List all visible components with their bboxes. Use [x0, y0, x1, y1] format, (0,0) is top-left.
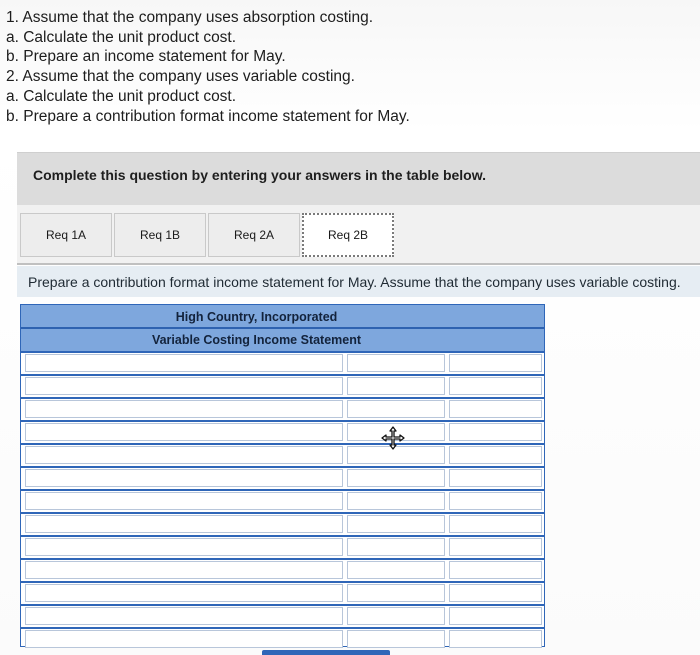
- statement-header: [21, 305, 544, 351]
- amount-input[interactable]: [347, 492, 445, 510]
- table-row: [21, 374, 544, 396]
- instructions: [6, 8, 696, 126]
- requirement-prompt: [17, 266, 700, 297]
- tab-req-1b[interactable]: [114, 213, 206, 257]
- instruction-line-2b: b. Prepare a contribution format income statement for May.: [6, 107, 410, 125]
- label-input[interactable]: [25, 423, 343, 441]
- table-row: [21, 627, 544, 649]
- total-input[interactable]: [449, 630, 542, 648]
- amount-input[interactable]: [347, 630, 445, 648]
- statement-title: Variable Costing Income Statement: [151, 333, 362, 347]
- label-input[interactable]: [25, 561, 343, 579]
- banner-text: Complete this question by entering your answers in the table below.: [33, 167, 486, 183]
- total-input[interactable]: [449, 377, 542, 395]
- label-input[interactable]: [25, 400, 343, 418]
- amount-input[interactable]: [347, 469, 445, 487]
- requirement-tabs: [17, 205, 700, 263]
- instruction-line-2a: a. Calculate the unit product cost.: [6, 87, 237, 105]
- table-row: [21, 443, 544, 465]
- total-input[interactable]: [449, 400, 542, 418]
- table-row: [21, 489, 544, 511]
- label-input[interactable]: [25, 515, 343, 533]
- total-input[interactable]: [449, 607, 542, 625]
- table-row: [21, 351, 544, 373]
- total-input[interactable]: [449, 354, 542, 372]
- total-input[interactable]: [449, 515, 542, 533]
- label-input[interactable]: [25, 377, 343, 395]
- scroll-indicator: [262, 650, 390, 655]
- table-row: [21, 535, 544, 557]
- header-divider: [21, 327, 544, 329]
- question-banner: [17, 152, 700, 206]
- income-statement-table: [20, 304, 545, 647]
- tab-req-2b[interactable]: [302, 213, 394, 257]
- label-input[interactable]: [25, 446, 343, 464]
- table-row: [21, 604, 544, 626]
- label-input[interactable]: [25, 607, 343, 625]
- total-input[interactable]: [449, 423, 542, 441]
- table-row: [21, 397, 544, 419]
- total-input[interactable]: [449, 538, 542, 556]
- label-input[interactable]: [25, 538, 343, 556]
- label-input[interactable]: [25, 584, 343, 602]
- instruction-line-1b: b. Prepare an income statement for May.: [6, 48, 286, 66]
- tab-req-1a[interactable]: [20, 213, 112, 257]
- table-row: [21, 420, 544, 442]
- amount-input[interactable]: [347, 377, 445, 395]
- label-input[interactable]: [25, 469, 343, 487]
- table-row: [21, 581, 544, 603]
- amount-input[interactable]: [347, 515, 445, 533]
- tab-label: Req 2B: [327, 228, 369, 242]
- table-row: [21, 512, 544, 534]
- label-input[interactable]: [25, 630, 343, 648]
- tab-label: Req 2A: [233, 228, 275, 242]
- amount-input[interactable]: [347, 354, 445, 372]
- move-cursor-icon: [380, 425, 406, 451]
- amount-input[interactable]: [347, 538, 445, 556]
- tab-label: Req 1A: [45, 228, 87, 242]
- table-row: [21, 558, 544, 580]
- tabs-divider: [17, 263, 700, 265]
- tab-label: Req 1B: [139, 228, 181, 242]
- instruction-line-1: 1. Assume that the company uses absorption costing.: [6, 9, 374, 26]
- label-input[interactable]: [25, 354, 343, 372]
- tab-req-2a[interactable]: [208, 213, 300, 257]
- instruction-line-1a: a. Calculate the unit product cost.: [6, 28, 237, 46]
- amount-input[interactable]: [347, 400, 445, 418]
- total-input[interactable]: [449, 469, 542, 487]
- label-input[interactable]: [25, 492, 343, 510]
- prompt-text: Prepare a contribution format income statement for May. Assume that the company uses variable costing.: [28, 274, 681, 290]
- company-name: High Country, Incorporated: [175, 310, 338, 324]
- instruction-line-2: 2. Assume that the company uses variable costing.: [6, 68, 355, 86]
- total-input[interactable]: [449, 492, 542, 510]
- amount-input[interactable]: [347, 584, 445, 602]
- total-input[interactable]: [449, 584, 542, 602]
- amount-input[interactable]: [347, 607, 445, 625]
- total-input[interactable]: [449, 446, 542, 464]
- table-row: [21, 466, 544, 488]
- total-input[interactable]: [449, 561, 542, 579]
- amount-input[interactable]: [347, 561, 445, 579]
